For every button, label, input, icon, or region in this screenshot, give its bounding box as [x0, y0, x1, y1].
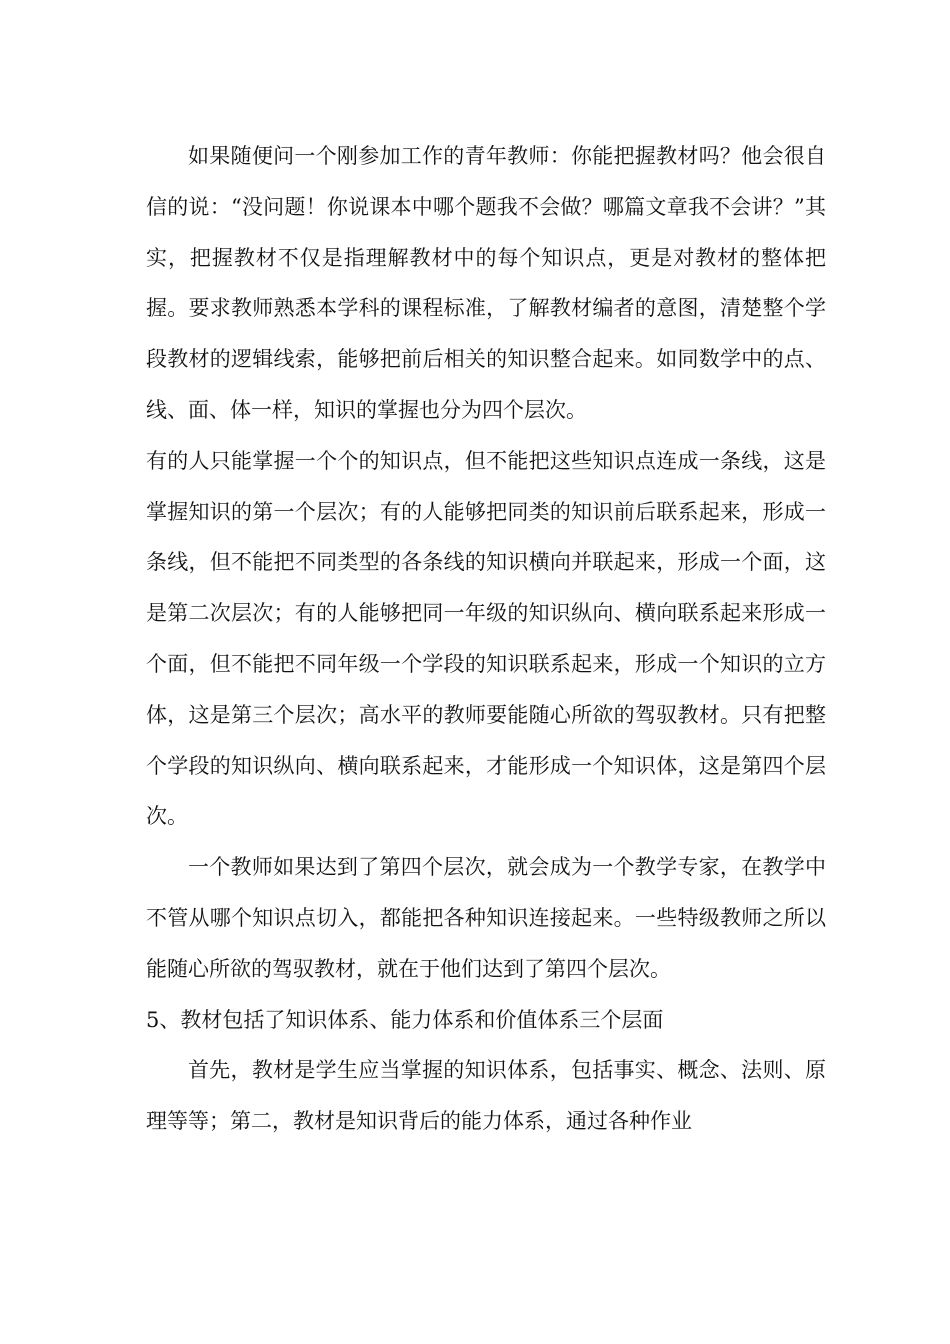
paragraph-four-levels: 有的人只能掌握一个个的知识点，但不能把这些知识点连成一条线，这是掌握知识的第一个层次；有的人能够把同类的知识前后联系起来，形成一条线，但不能把不同类型的各条线的知识横向并联起来，形成一个面，这是第二次层次；有的人能够把同一年级的知识纵向、横向联系起来形成一个面，但不能把不同年级一个学段的知识联系起来，形成一个知识的立方体，这是第三个层次；高水平的教师要能随心所欲的驾驭教材。只有把整个学段的知识纵向、横向联系起来，才能形成一个知识体，这是第四个层次。 — [146, 448, 826, 829]
paragraph-teaching-expert: 一个教师如果达到了第四个层次，就会成为一个教学专家，在教学中不管从哪个知识点切入，都能把各种知识连接起来。一些特级教师之所以能随心所欲的驾驭教材，就在于他们达到了第四个层次。 — [146, 855, 826, 981]
paragraph-knowledge-mastery-intro: 如果随便问一个刚参加工作的青年教师：你能把握教材吗？他会很自信的说：“没问题！你说课本中哪个题我不会做？哪篇文章我不会讲？”其实，把握教材不仅是指理解教材中的每个知识点，更是对教材的整体把握。要求教师熟悉本学科的课程标准，了解教材编者的意图，清楚整个学段教材的逻辑线索，能够把前后相关的知识整合起来。如同数学中的点、线、面、体一样，知识的掌握也分为四个层次。 — [146, 144, 826, 422]
section-heading-5: 5、教材包括了知识体系、能力体系和价值体系三个层面 — [146, 1007, 664, 1032]
paragraph-knowledge-system: 首先，教材是学生应当掌握的知识体系，包括事实、概念、法则、原理等等；第二，教材是知识背后的能力体系，通过各种作业 — [146, 1058, 826, 1134]
document-body — [146, 131, 826, 1147]
